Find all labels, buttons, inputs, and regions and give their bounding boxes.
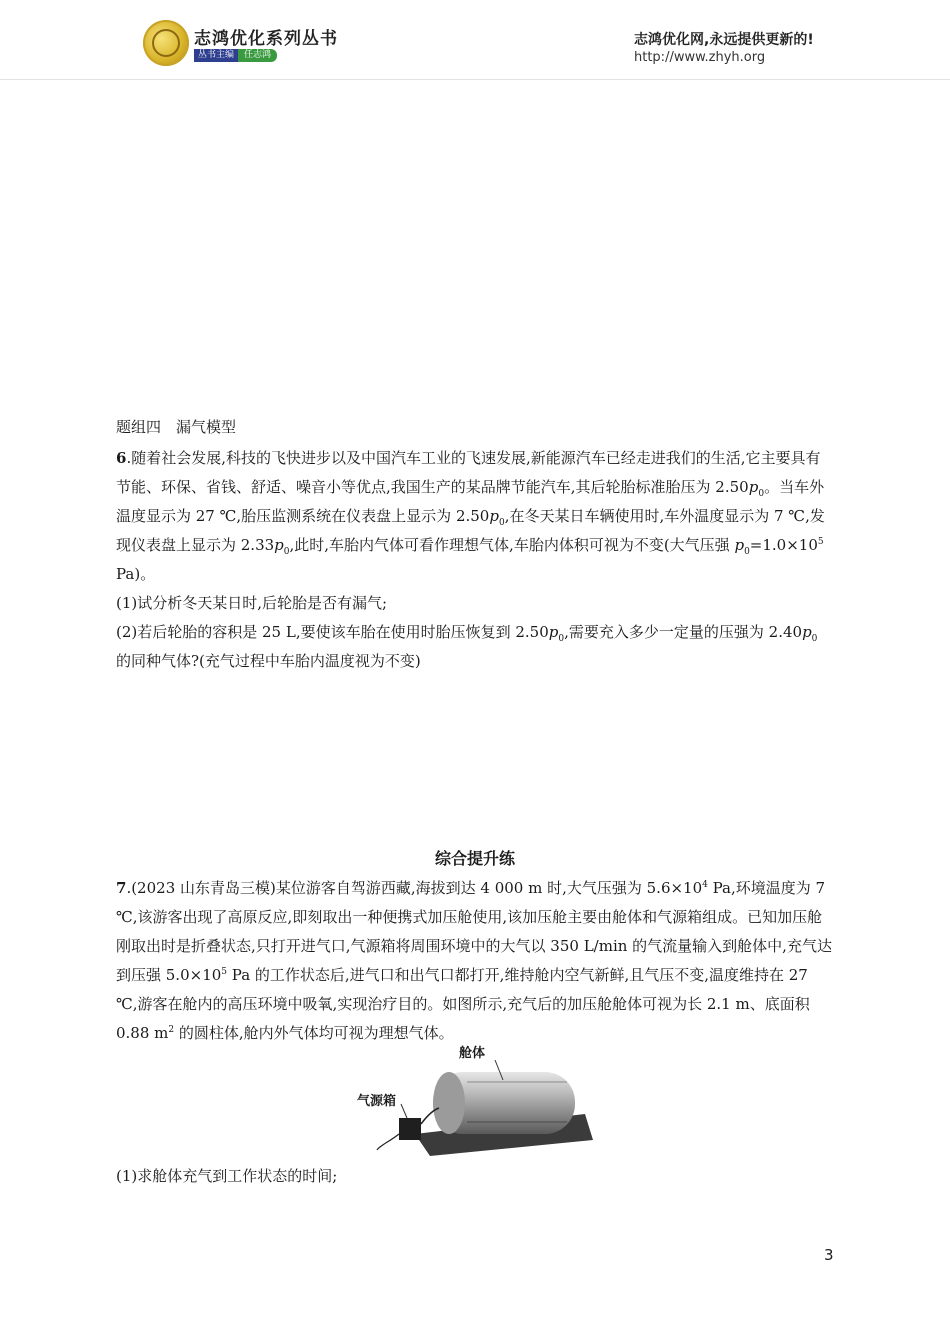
question-6-part-1: (1)试分析冬天某日时,后轮胎是否有漏气; (116, 594, 388, 612)
editor-name: 任志鸿 (238, 49, 277, 62)
series-logo-seal (143, 20, 189, 66)
pressure-chamber-figure (355, 1042, 595, 1160)
page-number: 3 (824, 1246, 834, 1264)
question-6-part-2: (2)若后轮胎的容积是 25 L,要使该车胎在使用时胎压恢复到 $2.50p_0$,需要充入多少一定量的压强为 $2.40p_0$ 的同种气体?(充气过程中车胎内温度视为不变) (116, 623, 818, 670)
question-number: 6 (116, 449, 127, 467)
question-7-part-1: (1)求舱体充气到工作状态的时间; (116, 1167, 338, 1185)
header-divider (0, 79, 950, 80)
question-7 (116, 874, 834, 1048)
group-title: 题组四 漏气模型 (116, 418, 237, 436)
air-source-box (399, 1118, 421, 1140)
series-title: 志鸿优化系列丛书 (194, 29, 338, 49)
header-url[interactable]: http://www.zhyh.org (634, 50, 766, 65)
page-header (0, 0, 950, 80)
question-6 (116, 444, 834, 676)
air-source-box-label: 气源箱 (357, 1094, 397, 1109)
header-slogan: 志鸿优化网,永远提供更新的! (634, 32, 814, 48)
cabin-label: 舱体 (459, 1046, 486, 1061)
series-editor-badge (194, 49, 277, 62)
question-7-stem: 7.(2023 山东青岛三模)某位游客自驾游西藏,海拔到达 4 000 m 时,大气压强为 $5.6\times 10^4$ Pa,环境温度为 7 ℃,该游客出现了高原反应,即刻取出一种便携式加压舱使用,该加压舱主要由舱体和气源箱组成。已知加压舱刚取出时是折叠状态,只打开进气口,气源箱将周围环境中的大气以 350 L/min 的气流量输入到舱体中,充气达到压强 $5.0\times 10^5$ Pa 的工作状态后,进气口和出气口都打开,维持舱内空气新鲜,且气压不变,温度维持在 27 ℃,游客在舱内的高压环境中吸氧,实现治疗目的。如图所示,充气后的加压舱舱体可视为长 2.1 m、底面积 0.88 $m^2$ 的圆柱体,舱内外气体均可视为理想气体。 (116, 879, 832, 1042)
section-title: 综合提升练 (434, 849, 515, 868)
question-number: 7 (116, 879, 127, 897)
cabin-end-cap (433, 1072, 465, 1134)
question-6-stem: 6.随着社会发展,科技的飞快进步以及中国汽车工业的飞速发展,新能源汽车已经走进我们的生活,它主要具有节能、环保、省钱、舒适、噪音小等优点,我国生产的某品牌节能汽车,其后轮胎标准胎压为 $2.50p_0$。当车外温度显示为 27 ℃,胎压监测系统在仪表盘上显示为 $2.50p_0$,在冬天某日车辆使用时,车外温度显示为 7 ℃,发现仪表盘上显示为 $2.33p_0$,此时,车胎内气体可看作理想气体,车胎内体积可视为不变(大气压强 $p_0=1.0\times 10^5$ Pa)。 (116, 449, 825, 583)
editor-tag: 丛书主编 (194, 49, 238, 62)
